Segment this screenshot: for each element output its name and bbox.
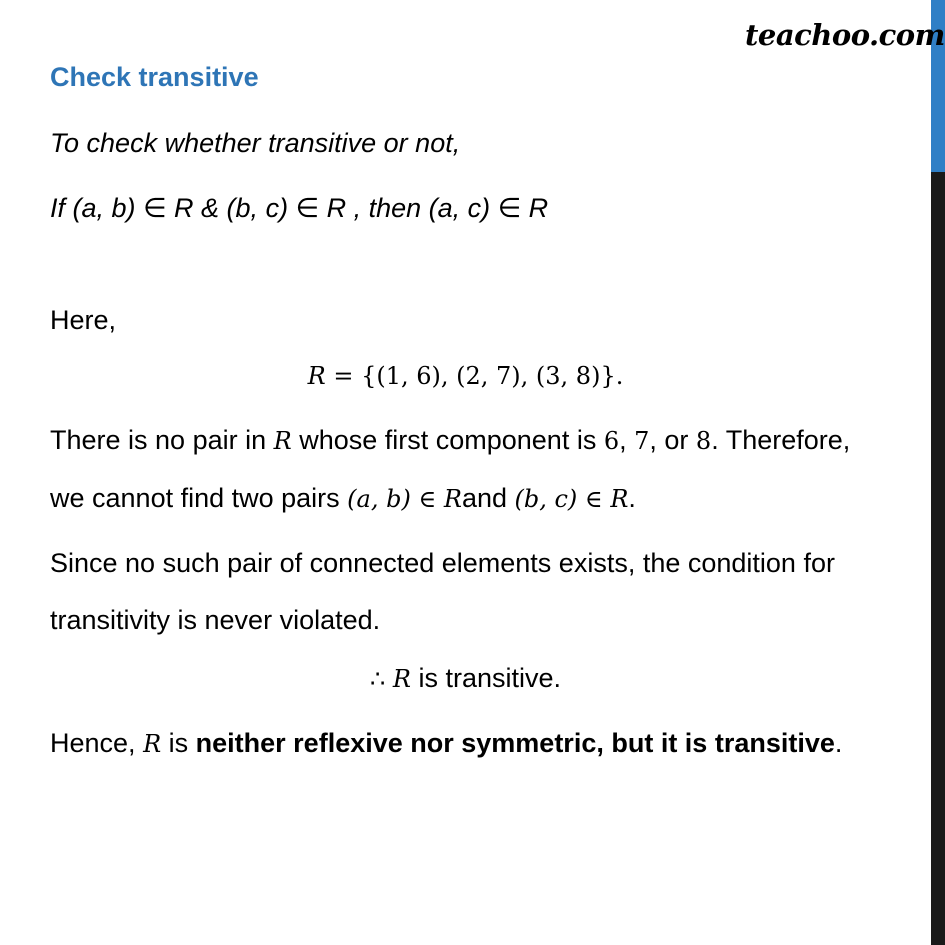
text: and <box>461 483 515 513</box>
paragraph-1-line-2 <box>50 483 636 514</box>
final-answer: neither reflexive nor symmetric, but it is transitive <box>195 728 835 758</box>
pair-ab: (a, b) <box>347 485 411 513</box>
number: 8 <box>695 427 712 455</box>
intro-line-1: To check whether transitive or not, <box>50 128 461 158</box>
here-label: Here, <box>50 305 117 335</box>
text: , or <box>649 425 696 455</box>
section-heading: Check transitive <box>50 62 259 92</box>
relation-symbol: R <box>610 485 629 513</box>
paragraph-1-line-1 <box>50 425 850 456</box>
text: we cannot find two pairs <box>50 483 348 513</box>
element-of: ∈ <box>410 485 444 513</box>
relation-set: = {(1, 6), (2, 7), (3, 8)}. <box>325 362 624 390</box>
number: 6 <box>603 427 620 455</box>
teachoo-logo: teachoo.com <box>745 18 945 52</box>
pair-bc: (b, c) <box>514 485 578 513</box>
paragraph-2-line-1: Since no such pair of connected elements exists, the condition for <box>50 548 835 578</box>
relation-symbol: R <box>143 730 162 758</box>
relation-definition <box>0 360 931 391</box>
therefore-symbol: ∴ <box>369 665 393 693</box>
final-statement <box>50 728 842 759</box>
number: 7 <box>634 427 650 455</box>
intro-line-2: If (a, b) ∈ R & (b, c) ∈ R , then (a, c) ∈ R <box>50 193 549 223</box>
text: . <box>628 483 636 513</box>
conclusion <box>0 663 931 694</box>
text: Hence, <box>50 728 144 758</box>
text: . <box>834 728 843 758</box>
text: is <box>161 728 196 758</box>
text: There is no pair in <box>50 425 274 455</box>
text: is transitive. <box>410 663 562 693</box>
text: whose first component is <box>291 425 604 455</box>
relation-symbol: R <box>443 485 462 513</box>
relation-symbol: R <box>273 427 292 455</box>
paragraph-2-line-2: transitivity is never violated. <box>50 605 381 635</box>
text: . Therefore, <box>711 425 851 455</box>
element-of: ∈ <box>577 485 611 513</box>
relation-symbol: R <box>392 665 411 693</box>
text: , <box>619 425 635 455</box>
relation-symbol: R <box>307 362 326 390</box>
